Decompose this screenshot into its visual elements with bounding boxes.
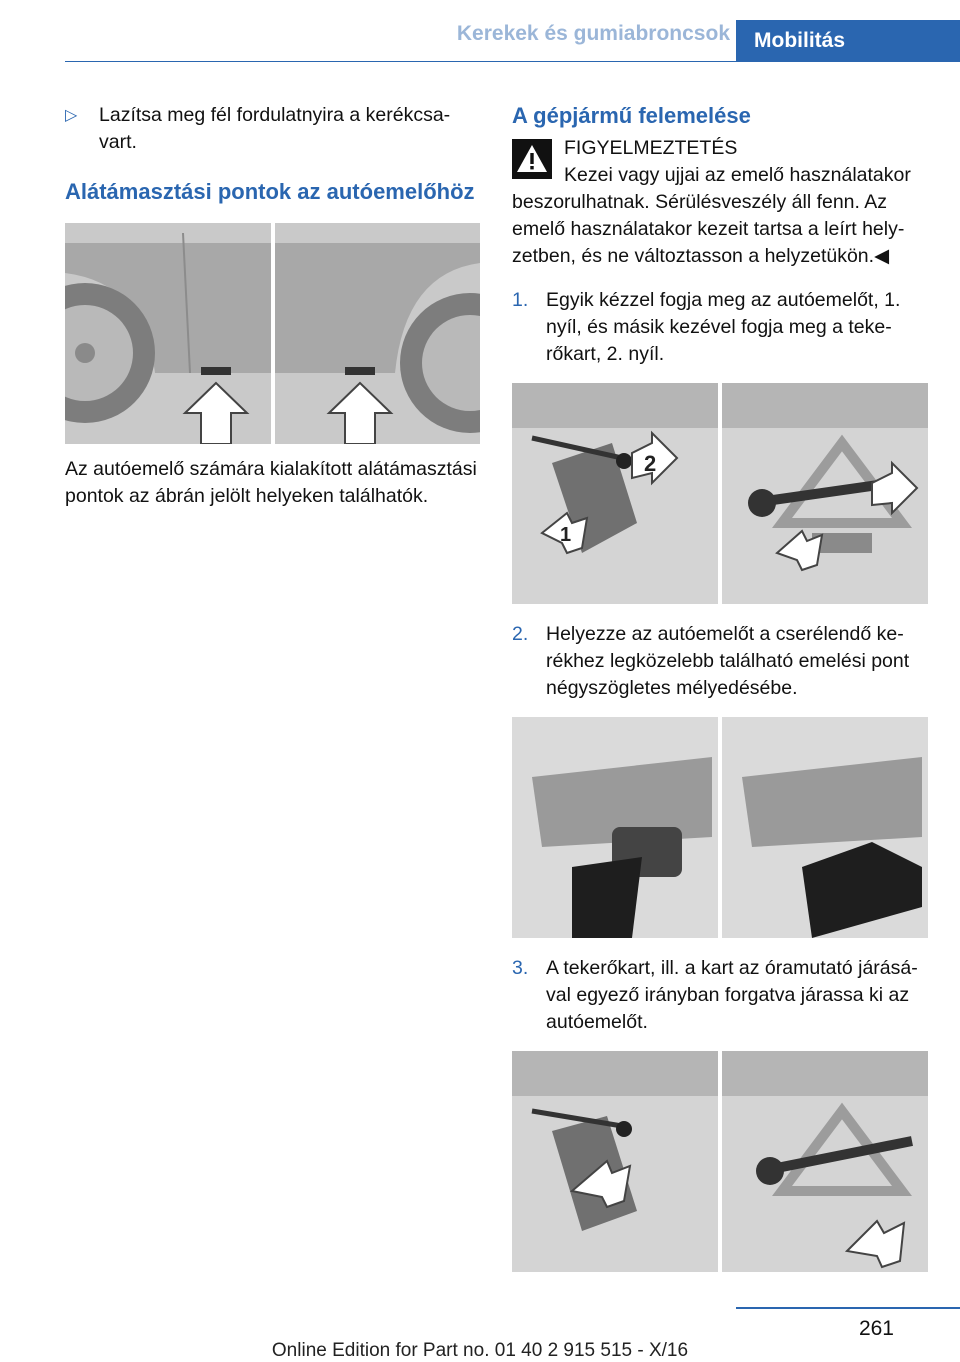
- jack-placement-illustration: [512, 717, 928, 938]
- step-number: 3.: [512, 957, 529, 979]
- jack-placement-figure: [512, 717, 928, 938]
- footer-rule: [736, 1307, 960, 1309]
- jack-grip-illustration: [512, 383, 928, 604]
- step-text: Helyezze az autóemelőt a cserélendő ke-rékhez legközelebb található emelési pont négyszögletes mélyedésébe.: [546, 623, 910, 699]
- page-header: [0, 0, 960, 62]
- bullet-text: Lazítsa meg fél fordulatnyira a kerékcsa-vart.: [99, 104, 451, 153]
- section-heading-lifting: A gépjármű felemelése: [512, 103, 751, 128]
- warning-text-first-line: Kezei vagy ujjai az emelő használatakor: [564, 164, 911, 186]
- triangle-bullet-icon: ▷: [65, 107, 78, 124]
- figure-caption: Az autóemelő számára kialakított alátámasztási pontok az ábrán jelölt helyeken találhatók.: [65, 458, 477, 507]
- step-item-1: [512, 287, 928, 368]
- section-heading-support-points: Alátámasztási pontok az autóemelőhöz: [65, 179, 475, 204]
- header-rule: [65, 61, 960, 62]
- jack-cranking-figure: [512, 1051, 928, 1272]
- warning-text-rest: beszorulhatnak. Sérülésveszély áll fenn. Az emelő használatakor kezeit tartsa a leírt hely-zetben, és ne változtasson a helyzetükön.◀: [512, 191, 905, 267]
- warning-triangle-icon: [512, 139, 552, 179]
- step-text: Egyik kézzel fogja meg az autóemelőt, 1. nyíl, és másik kezével fogja meg a teke-rőkart, 2. nyíl.: [546, 289, 901, 365]
- warning-title: FIGYELMEZTETÉS: [564, 137, 738, 159]
- page-number: 261: [858, 1317, 894, 1340]
- warning-block: [512, 135, 928, 270]
- step-number: 2.: [512, 623, 529, 645]
- header-chapter-tab: Mobilitás: [736, 20, 960, 62]
- step-number: 1.: [512, 289, 529, 311]
- arrow-label-1: 1: [560, 524, 572, 546]
- step-text: A tekerőkart, ill. a kart az óramutató járásá-val egyező irányban forgatva járassa ki az autóemelőt.: [546, 957, 918, 1033]
- bullet-item: [65, 102, 480, 156]
- jack-support-points-figure: [65, 223, 480, 444]
- jack-cranking-illustration: [512, 1051, 928, 1272]
- step-item-3: [512, 955, 928, 1036]
- arrow-label-2: 2: [644, 451, 657, 476]
- right-column: [512, 96, 928, 1272]
- left-column: [65, 96, 480, 510]
- header-section-title: Kerekek és gumiabroncsok: [456, 22, 730, 45]
- car-support-points-illustration: [65, 223, 480, 444]
- step-item-2: [512, 621, 928, 702]
- jack-grip-figure: [512, 383, 928, 604]
- edition-footer: Online Edition for Part no. 01 40 2 915 515 - X/16: [271, 1340, 689, 1361]
